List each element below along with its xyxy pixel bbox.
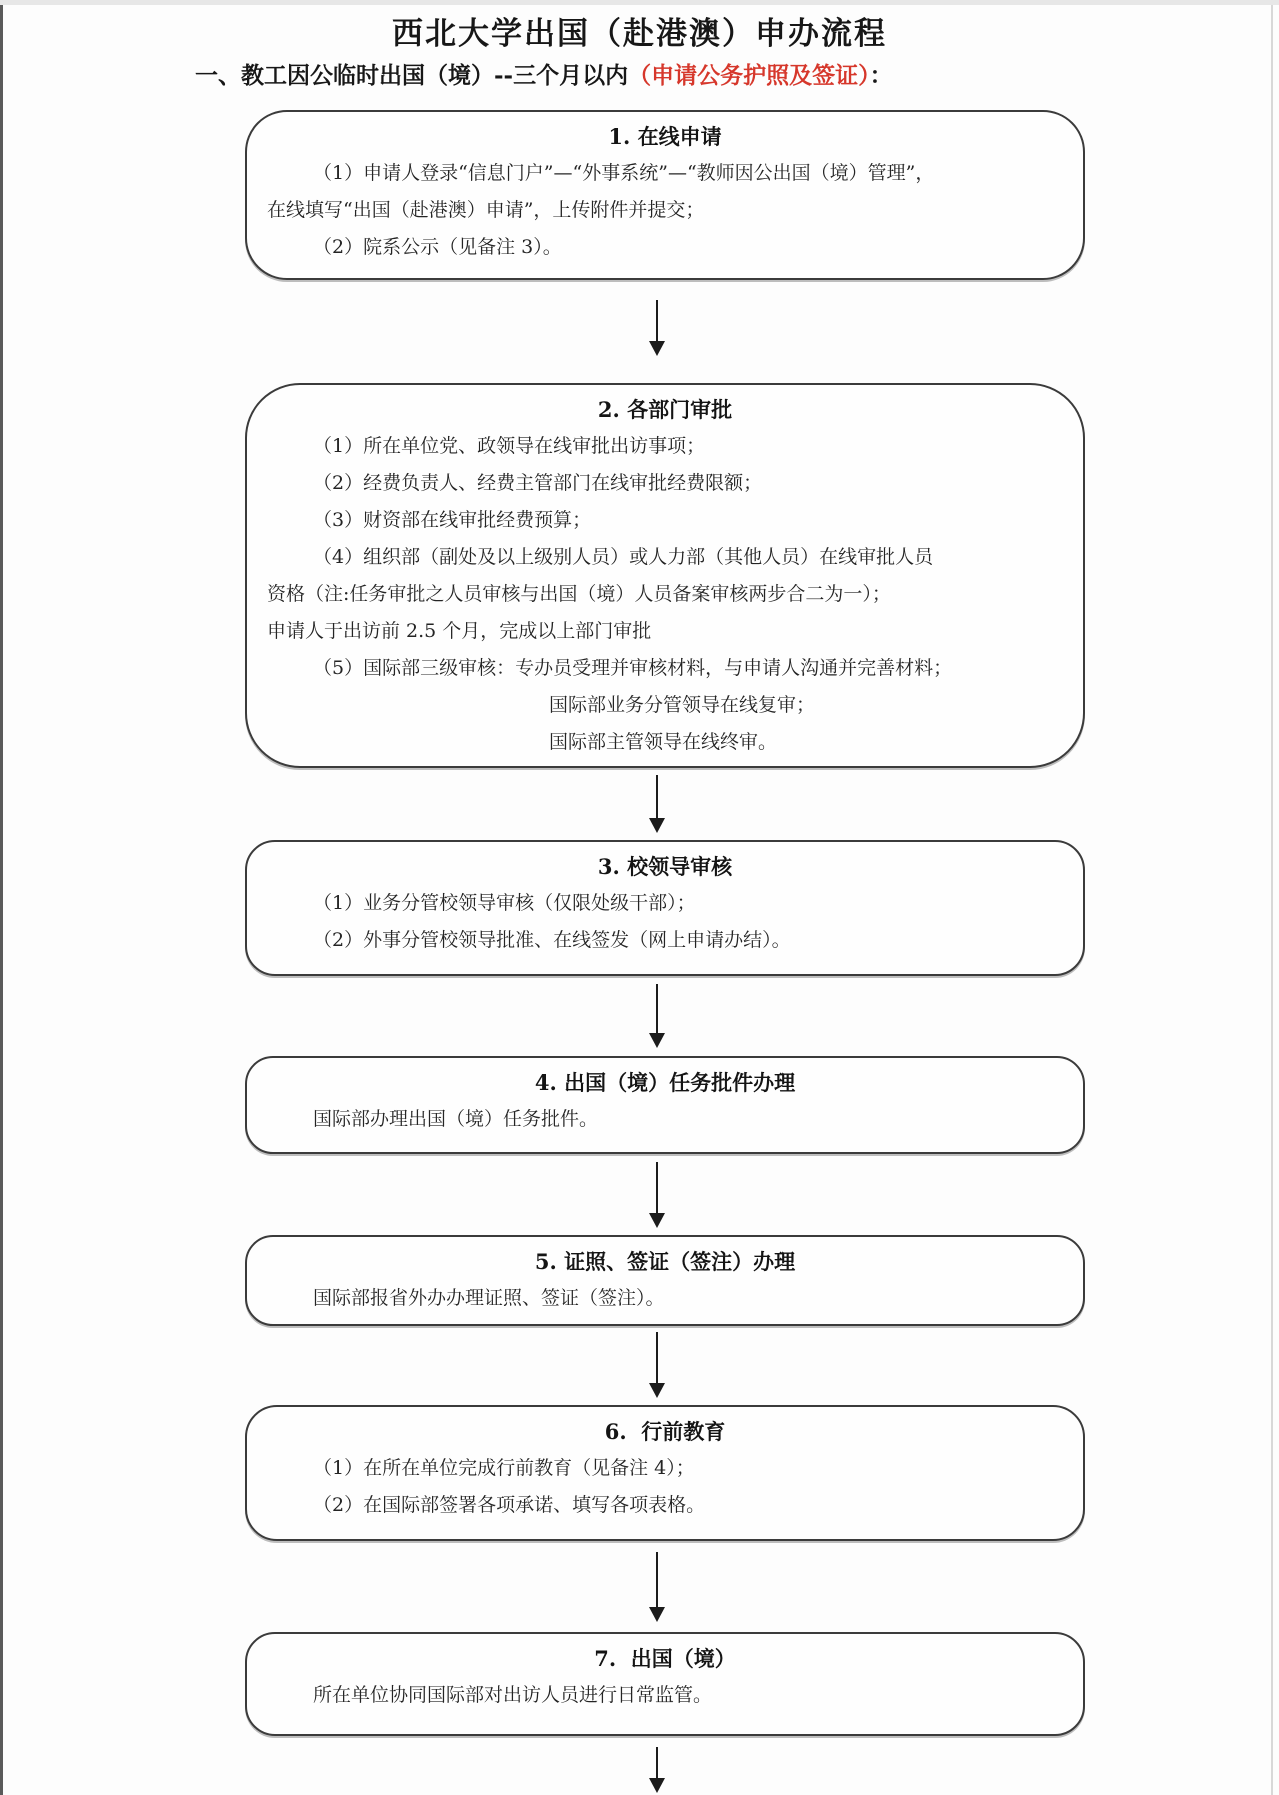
section-label: 一、教工因公临时出国（境）--三个月以内 bbox=[195, 62, 629, 89]
step-title: 2. 各部门审批 bbox=[597, 397, 733, 422]
step-line: （2）院系公示（见备注 3）。 bbox=[313, 236, 562, 258]
step-line: （1）在所在单位完成行前教育（见备注 4）； bbox=[313, 1457, 695, 1479]
step-line: （2）在国际部签署各项承诺、填写各项表格。 bbox=[313, 1494, 706, 1516]
step-line: 所在单位协同国际部对出访人员进行日常监管。 bbox=[313, 1684, 713, 1706]
step-line: 在线填写“出国（赴港澳）申请”，上传附件并提交； bbox=[267, 199, 705, 221]
step-line: 资格（注:任务审批之人员审核与出国（境）人员备案审核两步合二为一）； bbox=[267, 583, 891, 605]
page-title: 西北大学出国（赴港澳）申办流程 bbox=[392, 16, 887, 52]
down-arrow-icon bbox=[649, 775, 665, 833]
step-line: 申请人于出访前 2.5 个月，完成以上部门审批 bbox=[267, 620, 652, 642]
step-title: 3. 校领导审核 bbox=[597, 854, 733, 879]
step-line: （4）组织部（副处及以上级别人员）或人力部（其他人员）在线审批人员 bbox=[313, 546, 934, 568]
step-line: 国际部业务分管领导在线复审； bbox=[549, 694, 816, 716]
step-line: （3）财资部在线审批经费预算； bbox=[313, 509, 592, 531]
flow-step-box-7 bbox=[245, 1632, 1085, 1736]
down-arrow-icon bbox=[649, 1552, 665, 1622]
flow-step-box-1 bbox=[245, 110, 1085, 280]
down-arrow-icon bbox=[649, 1162, 665, 1228]
section-highlight: （申请公务护照及签证） bbox=[628, 62, 870, 89]
flow-step-box-4 bbox=[245, 1056, 1085, 1154]
step-line: （2）外事分管校领导批准、在线签发（网上申请办结）。 bbox=[313, 929, 791, 951]
down-arrow-icon bbox=[649, 1747, 665, 1793]
flow-step-box-6 bbox=[245, 1405, 1085, 1541]
flow-step-box-5 bbox=[245, 1235, 1085, 1326]
step-line: （5）国际部三级审核：专办员受理并审核材料，与申请人沟通并完善材料； bbox=[313, 657, 953, 679]
step-line: （1）所在单位党、政领导在线审批出访事项； bbox=[313, 435, 706, 457]
scan-edge-right bbox=[1271, 0, 1273, 1795]
step-title: 7. 出国（境） bbox=[594, 1646, 736, 1671]
step-title: 4. 出国（境）任务批件办理 bbox=[534, 1070, 796, 1095]
step-title: 1. 在线申请 bbox=[608, 124, 722, 149]
down-arrow-icon bbox=[649, 1332, 665, 1398]
flow-step-box-2 bbox=[245, 383, 1085, 768]
step-line: （1）申请人登录“信息门户”—“外事系统”—“教师因公出国（境）管理”， bbox=[313, 162, 935, 184]
step-line: 国际部办理出国（境）任务批件。 bbox=[313, 1108, 599, 1130]
step-line: 国际部报省外办办理证照、签证（签注）。 bbox=[313, 1287, 665, 1309]
step-title: 6. 行前教育 bbox=[604, 1419, 726, 1444]
down-arrow-icon bbox=[649, 300, 665, 356]
step-line: （2）经费负责人、经费主管部门在线审批经费限额； bbox=[313, 472, 763, 494]
flow-step-box-3 bbox=[245, 840, 1085, 976]
down-arrow-icon bbox=[649, 984, 665, 1048]
step-line: （1）业务分管校领导审核（仅限处级干部）； bbox=[313, 892, 696, 914]
scan-edge-top bbox=[0, 0, 1279, 5]
section-suffix: ： bbox=[869, 62, 893, 89]
step-title: 5. 证照、签证（签注）办理 bbox=[534, 1249, 796, 1274]
scan-edge-left bbox=[0, 0, 3, 1795]
step-line: 国际部主管领导在线终审。 bbox=[549, 731, 778, 753]
